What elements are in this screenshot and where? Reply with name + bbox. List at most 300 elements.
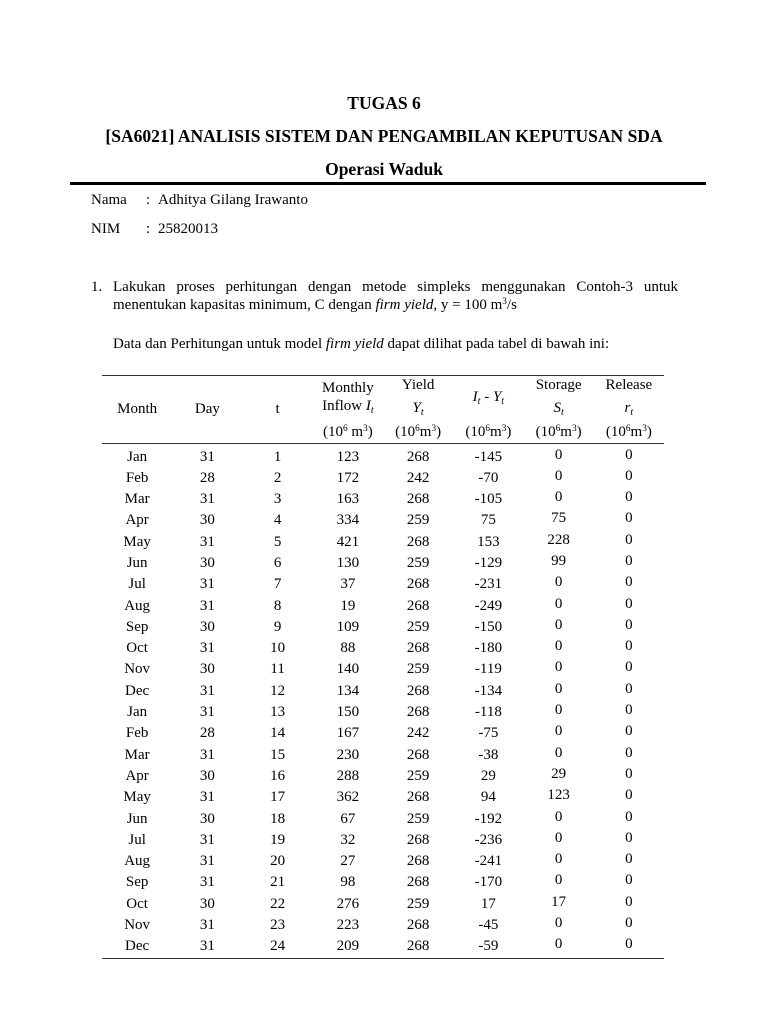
question-formula: y = 100 m: [437, 297, 503, 313]
cell-storage: 0: [554, 616, 563, 633]
unit-close: ): [576, 424, 582, 440]
header-yield-subscript: t: [420, 407, 424, 419]
cell-t: 17: [270, 789, 286, 806]
unit-base: (10: [395, 424, 416, 440]
header-inflow-title: Monthly: [322, 380, 374, 396]
header-surplus: [453, 376, 523, 443]
cell-inflow: 421: [336, 533, 360, 550]
cell-inflow: 163: [336, 491, 360, 508]
cell-month: Jun: [126, 810, 148, 827]
cell-release: 0: [625, 616, 633, 633]
cell-release: 0: [625, 446, 633, 463]
cell-release: 0: [625, 552, 633, 569]
cell-surplus: -119: [474, 661, 502, 678]
cell-t: 3: [273, 491, 282, 508]
header-surplus-formula: [453, 388, 523, 406]
question-text-main: Lakukan proses perhitungan dengan metode simpleks menggunakan Contoh-3 untuk menentukan kapasitas minimum, C dengan: [113, 279, 678, 313]
cell-yield: 268: [406, 533, 430, 550]
header-storage-symbol-line: [524, 399, 594, 417]
cell-t: 15: [270, 746, 286, 763]
cell-month: Feb: [125, 469, 149, 486]
cell-storage: 0: [554, 808, 563, 825]
cell-inflow: 32: [340, 831, 356, 848]
cell-storage: 0: [554, 829, 563, 846]
cell-surplus: -59: [478, 938, 499, 955]
table-intro-text: Data dan Perhitungan untuk model: [113, 336, 326, 352]
header-inflow-unit: [313, 423, 383, 441]
cell-surplus: 17: [480, 895, 496, 912]
cell-surplus: -105: [474, 491, 503, 508]
cell-day: 31: [199, 576, 215, 593]
cell-month: Aug: [124, 597, 151, 614]
cell-day: 30: [199, 661, 215, 678]
cell-t: 9: [273, 618, 282, 635]
table-row: [102, 553, 664, 574]
unit-base-exponent: 6: [625, 423, 631, 434]
cell-release: 0: [625, 531, 633, 548]
cell-surplus: -236: [474, 831, 503, 848]
cell-t: 4: [273, 512, 282, 529]
title-divider: [70, 182, 706, 185]
cell-month: Mar: [124, 746, 150, 763]
question-unit-exponent: 3: [502, 296, 507, 307]
cell-release: 0: [625, 893, 633, 910]
cell-day: 30: [199, 810, 215, 827]
table-row: [102, 830, 664, 851]
cell-release: 0: [625, 936, 633, 953]
table-intro-tail: dapat dilihat pada tabel di bawah ini:: [383, 336, 610, 352]
cell-yield: 268: [406, 938, 430, 955]
cell-day: 28: [199, 469, 215, 486]
cell-inflow: 67: [340, 810, 356, 827]
unit-symbol: m: [560, 424, 572, 440]
nim-separator: :: [146, 221, 151, 237]
unit-symbol: m: [419, 424, 432, 440]
unit-base-exponent: 6: [415, 423, 420, 434]
cell-day: 31: [199, 704, 215, 721]
cell-surplus: -129: [474, 554, 503, 571]
unit-symbol: m: [347, 424, 364, 440]
cell-inflow: 150: [336, 704, 360, 721]
cell-t: 18: [270, 810, 286, 827]
header-yield-symbol: Y: [412, 400, 421, 416]
cell-day: 31: [199, 938, 215, 955]
cell-release: 0: [625, 787, 633, 804]
cell-yield: 268: [406, 789, 430, 806]
cell-day: 30: [199, 767, 215, 784]
cell-inflow: 276: [336, 895, 360, 912]
cell-yield: 259: [406, 810, 430, 827]
unit-base-exponent: 6: [555, 423, 561, 434]
table-intro-emphasis: firm yield: [325, 336, 384, 352]
header-release-unit: [594, 423, 664, 441]
header-inflow: [313, 376, 383, 443]
header-inflow-subscript: t: [370, 405, 374, 417]
cell-inflow: 109: [336, 618, 360, 635]
cell-month: Jan: [127, 448, 148, 465]
table-row: [102, 723, 664, 744]
header-storage-title: Storage: [535, 377, 582, 393]
cell-t: 23: [270, 917, 286, 934]
cell-inflow: 172: [336, 469, 360, 486]
cell-release: 0: [625, 851, 633, 868]
header-release-symbol-line: [594, 399, 664, 417]
header-surplus-subscript-b: t: [501, 396, 505, 408]
table-row: [102, 681, 664, 702]
cell-t: 2: [273, 469, 282, 486]
cell-release: 0: [625, 680, 633, 697]
cell-storage: 0: [554, 851, 563, 868]
table-row: [102, 468, 664, 489]
cell-t: 24: [270, 938, 286, 955]
unit-symbol-exponent: 3: [571, 423, 577, 434]
cell-day: 31: [199, 491, 215, 508]
cell-t: 1: [273, 448, 282, 465]
header-surplus-subscript-a: t: [477, 396, 481, 408]
cell-yield: 259: [406, 618, 430, 635]
unit-base-exponent: 6: [343, 423, 348, 434]
cell-release: 0: [625, 723, 633, 740]
cell-surplus: -150: [474, 618, 503, 635]
header-yield-symbol-line: [383, 399, 453, 417]
cell-t: 21: [270, 874, 286, 891]
header-t-label: t: [275, 401, 280, 417]
unit-symbol: m: [630, 424, 643, 440]
unit-close: ): [367, 424, 373, 440]
cell-yield: 268: [406, 831, 430, 848]
cell-yield: 268: [406, 917, 430, 934]
table-row: [102, 809, 664, 830]
table-row: [102, 936, 664, 957]
header-storage-unit: [524, 423, 594, 441]
table-row: [102, 447, 664, 468]
unit-symbol-exponent: 3: [431, 423, 437, 434]
cell-yield: 268: [406, 448, 430, 465]
cell-yield: 268: [406, 704, 430, 721]
header-month: [102, 376, 172, 443]
cell-day: 31: [199, 597, 215, 614]
cell-storage: 75: [551, 510, 567, 527]
unit-base: (10: [323, 424, 343, 440]
table-row: [102, 745, 664, 766]
cell-release: 0: [625, 808, 633, 825]
cell-surplus: -241: [474, 853, 503, 870]
table-row: [102, 510, 664, 531]
header-yield: [383, 376, 453, 443]
name-value: Adhitya Gilang Irawanto: [158, 192, 308, 208]
cell-inflow: 88: [340, 640, 356, 657]
cell-surplus: 153: [477, 533, 500, 550]
table-row: [102, 638, 664, 659]
cell-t: 13: [270, 704, 286, 721]
cell-storage: 0: [554, 638, 563, 655]
header-inflow-word: Inflow: [322, 398, 366, 414]
cell-month: Sep: [125, 874, 149, 891]
unit-close: ): [506, 424, 512, 440]
cell-t: 8: [273, 597, 282, 614]
header-yield-title: Yield: [401, 377, 435, 393]
header-surplus-operator: -: [480, 389, 493, 405]
cell-t: 19: [270, 831, 286, 848]
cell-yield: 242: [406, 725, 430, 742]
unit-symbol-exponent: 3: [501, 423, 507, 434]
question-unit-tail: /s: [506, 297, 517, 313]
cell-yield: 268: [406, 853, 430, 870]
cell-month: Oct: [126, 640, 148, 657]
cell-month: May: [123, 533, 151, 550]
unit-close: ): [436, 424, 442, 440]
cell-day: 31: [199, 874, 215, 891]
cell-surplus: 29: [480, 767, 496, 784]
cell-storage: 0: [554, 659, 563, 676]
cell-surplus: -170: [474, 874, 503, 891]
cell-yield: 268: [406, 597, 430, 614]
cell-surplus: -145: [474, 448, 503, 465]
cell-month: Feb: [125, 725, 149, 742]
table-row: [102, 596, 664, 617]
cell-storage: 0: [554, 915, 563, 932]
cell-inflow: 140: [336, 661, 360, 678]
cell-month: Nov: [124, 661, 151, 678]
table-header: [102, 375, 664, 444]
data-table: [102, 375, 664, 959]
unit-base: (10: [535, 424, 556, 440]
question-text: [113, 278, 678, 314]
header-release-symbol: r: [624, 400, 631, 416]
question-emphasis: firm yield,: [375, 297, 438, 313]
cell-storage: 0: [554, 574, 563, 591]
cell-surplus: -192: [474, 810, 503, 827]
cell-inflow: 130: [336, 554, 360, 571]
table-body: [102, 444, 664, 959]
cell-day: 31: [199, 746, 215, 763]
cell-yield: 259: [406, 767, 430, 784]
cell-t: 12: [270, 682, 286, 699]
cell-storage: 29: [551, 765, 567, 782]
cell-day: 31: [199, 789, 215, 806]
cell-surplus: -180: [474, 640, 503, 657]
cell-surplus: -70: [478, 469, 499, 486]
header-storage-symbol: S: [553, 400, 561, 416]
cell-inflow: 167: [336, 725, 360, 742]
cell-release: 0: [625, 744, 633, 761]
cell-inflow: 37: [340, 576, 356, 593]
cell-t: 10: [270, 640, 286, 657]
cell-inflow: 223: [336, 917, 360, 934]
table-row: [102, 915, 664, 936]
cell-month: Oct: [126, 895, 148, 912]
cell-inflow: 288: [336, 767, 360, 784]
cell-inflow: 334: [336, 512, 360, 529]
header-t: [243, 376, 313, 443]
course-title: [SA6021] ANALISIS SISTEM DAN PENGAMBILAN KEPUTUSAN SDA: [105, 126, 663, 146]
cell-release: 0: [625, 489, 633, 506]
cell-storage: 123: [547, 787, 570, 804]
cell-month: Apr: [125, 767, 149, 784]
cell-release: 0: [625, 872, 633, 889]
cell-day: 31: [199, 917, 215, 934]
cell-yield: 259: [406, 895, 430, 912]
unit-base: (10: [605, 424, 626, 440]
cell-day: 30: [199, 554, 215, 571]
table-row: [102, 766, 664, 787]
cell-inflow: 19: [340, 597, 356, 614]
cell-yield: 268: [406, 874, 430, 891]
page-subtitle: Operasi Waduk: [325, 159, 443, 179]
cell-day: 31: [199, 640, 215, 657]
cell-day: 31: [199, 831, 215, 848]
unit-symbol-exponent: 3: [642, 423, 647, 434]
page-title: TUGAS 6: [347, 93, 421, 113]
header-inflow-symbol: I: [365, 398, 371, 414]
cell-yield: 268: [406, 746, 430, 763]
cell-surplus: -45: [478, 917, 499, 934]
cell-day: 30: [199, 895, 215, 912]
table-row: [102, 702, 664, 723]
nim-value: 25820013: [158, 221, 218, 237]
cell-t: 6: [273, 554, 282, 571]
cell-inflow: 209: [336, 938, 360, 955]
table-row: [102, 574, 664, 595]
cell-inflow: 27: [340, 853, 356, 870]
header-release-subscript: t: [630, 407, 634, 419]
cell-release: 0: [625, 595, 633, 612]
cell-yield: 268: [406, 640, 430, 657]
cell-surplus: 94: [480, 789, 496, 806]
cell-surplus: -231: [474, 576, 503, 593]
cell-t: 5: [273, 533, 282, 550]
cell-inflow: 134: [336, 682, 360, 699]
cell-storage: 0: [554, 595, 563, 612]
table-row: [102, 532, 664, 553]
cell-inflow: 98: [340, 874, 356, 891]
header-release: [594, 376, 664, 443]
cell-t: 16: [270, 767, 286, 784]
cell-yield: 268: [406, 576, 430, 593]
header-inflow-symbol-line: [313, 397, 383, 415]
cell-surplus: -118: [474, 704, 502, 721]
header-yield-unit: [383, 423, 453, 441]
cell-day: 31: [199, 682, 215, 699]
cell-inflow: 230: [336, 746, 360, 763]
cell-yield: 259: [406, 554, 430, 571]
cell-t: 22: [270, 895, 286, 912]
header-surplus-symbol-a: I: [472, 389, 478, 405]
cell-month: Jul: [128, 831, 146, 848]
table-row: [102, 659, 664, 680]
cell-yield: 259: [406, 512, 430, 529]
question-number: 1.: [91, 279, 103, 295]
cell-t: 14: [270, 725, 286, 742]
cell-month: Jan: [127, 704, 148, 721]
cell-t: 11: [270, 661, 285, 678]
cell-month: Jul: [128, 576, 146, 593]
header-surplus-unit: [453, 423, 523, 441]
unit-base: (10: [465, 424, 486, 440]
cell-release: 0: [625, 765, 633, 782]
cell-surplus: -38: [478, 746, 499, 763]
name-separator: :: [146, 192, 151, 208]
cell-release: 0: [625, 702, 633, 719]
cell-storage: 0: [554, 467, 563, 484]
cell-day: 30: [199, 512, 215, 529]
unit-base-exponent: 6: [485, 423, 491, 434]
table-row: [102, 894, 664, 915]
cell-surplus: -134: [474, 682, 503, 699]
table-intro: [113, 335, 609, 353]
cell-month: Apr: [125, 512, 149, 529]
cell-release: 0: [625, 638, 633, 655]
cell-surplus: -249: [474, 597, 503, 614]
cell-storage: 0: [554, 702, 563, 719]
cell-storage: 0: [554, 872, 563, 889]
cell-release: 0: [625, 829, 633, 846]
cell-surplus: 75: [480, 512, 496, 529]
cell-storage: 0: [554, 936, 563, 953]
cell-day: 31: [199, 533, 215, 550]
cell-release: 0: [625, 915, 633, 932]
table-row: [102, 872, 664, 893]
cell-day: 28: [199, 725, 215, 742]
unit-close: ): [646, 424, 652, 440]
cell-month: Mar: [124, 491, 150, 508]
header-surplus-symbol-b: Y: [492, 389, 502, 405]
name-label: Nama: [91, 192, 127, 208]
header-month-label: Month: [117, 401, 158, 417]
cell-month: Dec: [125, 682, 150, 699]
header-day-label: Day: [194, 401, 220, 417]
cell-release: 0: [625, 467, 633, 484]
table-row: [102, 489, 664, 510]
cell-day: 31: [199, 853, 215, 870]
nim-label: NIM: [91, 221, 121, 237]
cell-t: 7: [273, 576, 282, 593]
cell-release: 0: [625, 659, 633, 676]
cell-month: Aug: [124, 853, 151, 870]
cell-month: Sep: [125, 618, 149, 635]
unit-symbol: m: [490, 424, 502, 440]
header-release-title: Release: [605, 377, 653, 393]
cell-month: May: [123, 789, 151, 806]
cell-storage: 0: [554, 723, 563, 740]
cell-month: Jun: [126, 554, 148, 571]
cell-inflow: 362: [336, 789, 360, 806]
cell-release: 0: [625, 510, 633, 527]
table-row: [102, 787, 664, 808]
cell-day: 31: [199, 448, 215, 465]
cell-storage: 228: [547, 531, 570, 548]
table-row: [102, 617, 664, 638]
table-row: [102, 851, 664, 872]
cell-yield: 242: [406, 469, 430, 486]
cell-t: 20: [270, 853, 286, 870]
cell-yield: 268: [406, 491, 430, 508]
cell-storage: 0: [554, 489, 563, 506]
header-storage: [524, 376, 594, 443]
cell-storage: 17: [551, 893, 567, 910]
cell-month: Nov: [124, 917, 151, 934]
cell-storage: 0: [554, 744, 563, 761]
unit-symbol-exponent: 3: [363, 423, 368, 434]
cell-storage: 0: [554, 680, 563, 697]
cell-inflow: 123: [336, 448, 360, 465]
header-day: [172, 376, 242, 443]
cell-surplus: -75: [478, 725, 499, 742]
cell-month: Dec: [125, 938, 150, 955]
cell-storage: 99: [551, 552, 567, 569]
cell-day: 30: [199, 618, 215, 635]
header-storage-subscript: t: [560, 407, 564, 419]
